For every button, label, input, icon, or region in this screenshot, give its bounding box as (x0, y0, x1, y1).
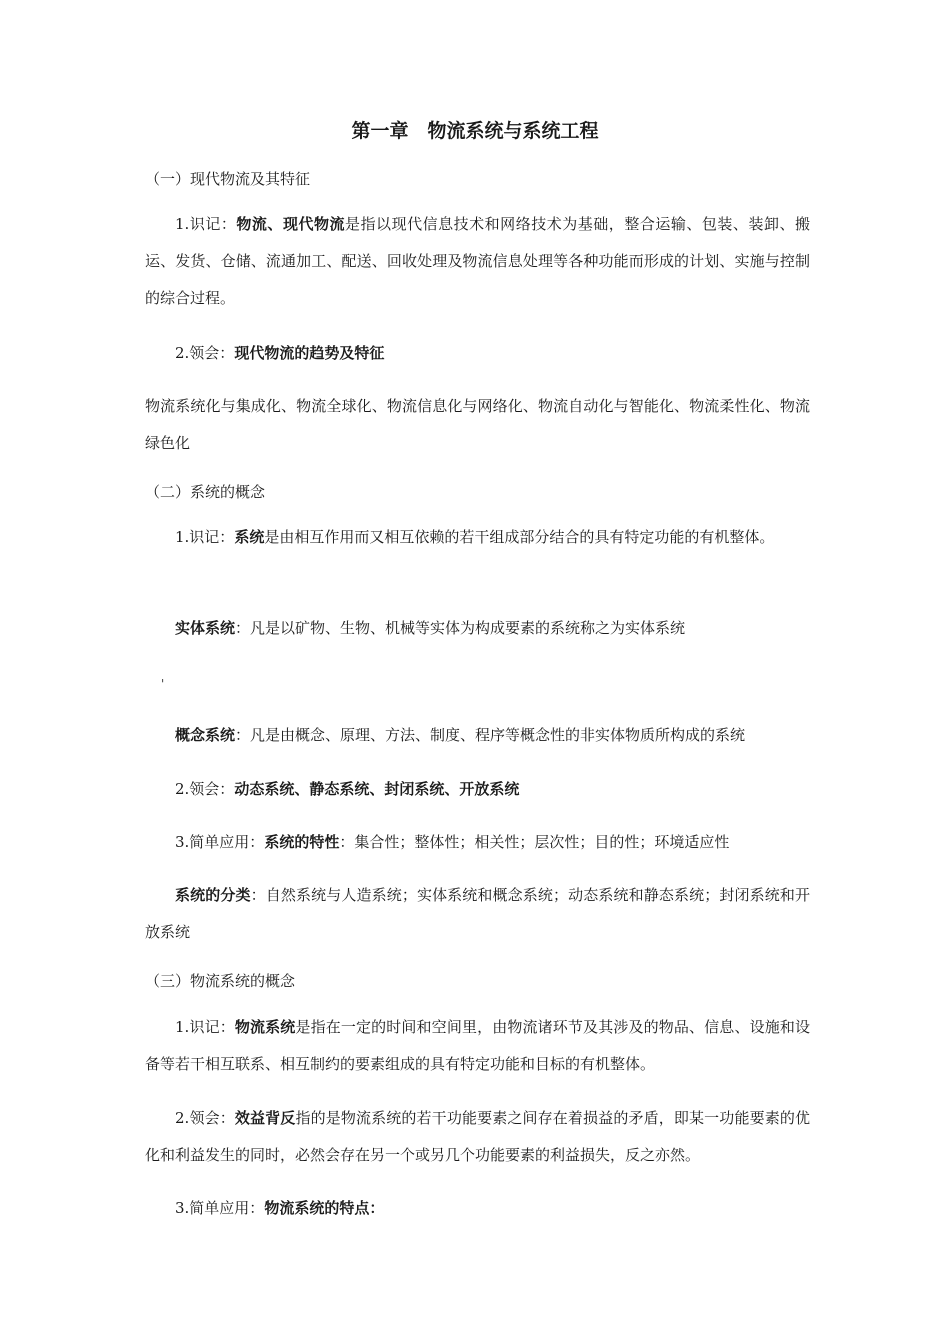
item-prefix: 1.识记： (175, 215, 237, 233)
item-prefix: 1.识记： (175, 1018, 235, 1036)
item-prefix: 3.简单应用： (175, 1199, 265, 1217)
chapter-title: 第一章 物流系统与系统工程 (351, 120, 599, 142)
item-prefix: 3.简单应用： (175, 833, 265, 851)
term-trade-off: 效益背反 (234, 1109, 296, 1127)
paragraph-concept-system (145, 717, 810, 754)
term-system-characteristics: 系统的特性 (264, 833, 340, 851)
term-trends: 现代物流的趋势及特征 (234, 344, 385, 362)
definition-text: 是由相互作用而又相互依赖的若干组成部分结合的具有特定功能的有机整体。 (264, 528, 775, 546)
term-logistics: 物流、现代物流 (236, 215, 346, 233)
term-system-types: 动态系统、静态系统、封闭系统、开放系统 (234, 780, 520, 798)
paragraph-trends-list: 物流系统化与集成化、物流全球化、物流信息化与网络化、物流自动化与智能化、物流柔性化、物流绿色化 (145, 397, 810, 452)
term-system-classification: 系统的分类 (175, 886, 251, 904)
paragraph-system-classification (145, 877, 810, 951)
concept-system-text: ：凡是由概念、原理、方法、制度、程序等概念性的非实体物质所构成的系统 (235, 726, 746, 744)
term-entity-system: 实体系统 (175, 619, 236, 637)
paragraph-entity-system (145, 610, 810, 647)
term-logistics-system-features: 物流系统的特点： (264, 1199, 385, 1217)
characteristics-text: ：集合性；整体性；相关性；层次性；目的性；环境适应性 (339, 833, 730, 851)
section-heading-2: （二）系统的概念 (145, 483, 266, 501)
definition-text: 是指以现代信息技术和网络技术为基础，整合运输、包装、装卸、搬运、发货、仓储、流通加工、配送、回收处理及物流信息处理等各种功能而形成的计划、实施与控制的综合过程。 (145, 215, 810, 307)
definition-text: 是指在一定的时间和空间里，由物流诸环节及其涉及的物品、信息、设施和设备等若干相互联系、相互制约的要素组成的具有特定功能和目标的有机整体。 (145, 1018, 810, 1073)
item-prefix: 2.领会： (175, 1109, 235, 1127)
paragraph-system-characteristics (145, 824, 810, 861)
paragraph-logistics-definition (145, 206, 810, 317)
item-prefix: 1.识记： (175, 528, 235, 546)
term-system: 系统 (234, 528, 265, 546)
paragraph-system-definition (145, 519, 810, 556)
paragraph-trade-off (145, 1100, 810, 1174)
entity-system-text: ：凡是以矿物、生物、机械等实体为构成要素的系统称之为实体系统 (235, 619, 686, 637)
term-logistics-system: 物流系统 (234, 1018, 296, 1036)
paragraph-logistics-system-definition (145, 1009, 810, 1083)
item-prefix: 2.领会： (175, 344, 235, 362)
stray-mark: ' (161, 677, 165, 691)
term-concept-system: 概念系统 (175, 726, 236, 744)
paragraph-system-types (145, 771, 810, 808)
paragraph-logistics-system-features (145, 1190, 810, 1227)
classification-text: ：自然系统与人造系统；实体系统和概念系统；动态系统和静态系统；封闭系统和开放系统 (145, 886, 810, 941)
paragraph-trends-heading (145, 335, 810, 372)
section-heading-3: （三）物流系统的概念 (145, 972, 296, 990)
item-prefix: 2.领会： (175, 780, 235, 798)
trade-off-text: 指的是物流系统的若干功能要素之间存在着损益的矛盾，即某一功能要素的优化和利益发生的同时，必然会存在另一个或另几个功能要素的利益损失，反之亦然。 (145, 1109, 810, 1164)
section-heading-1: （一）现代物流及其特征 (145, 170, 311, 188)
